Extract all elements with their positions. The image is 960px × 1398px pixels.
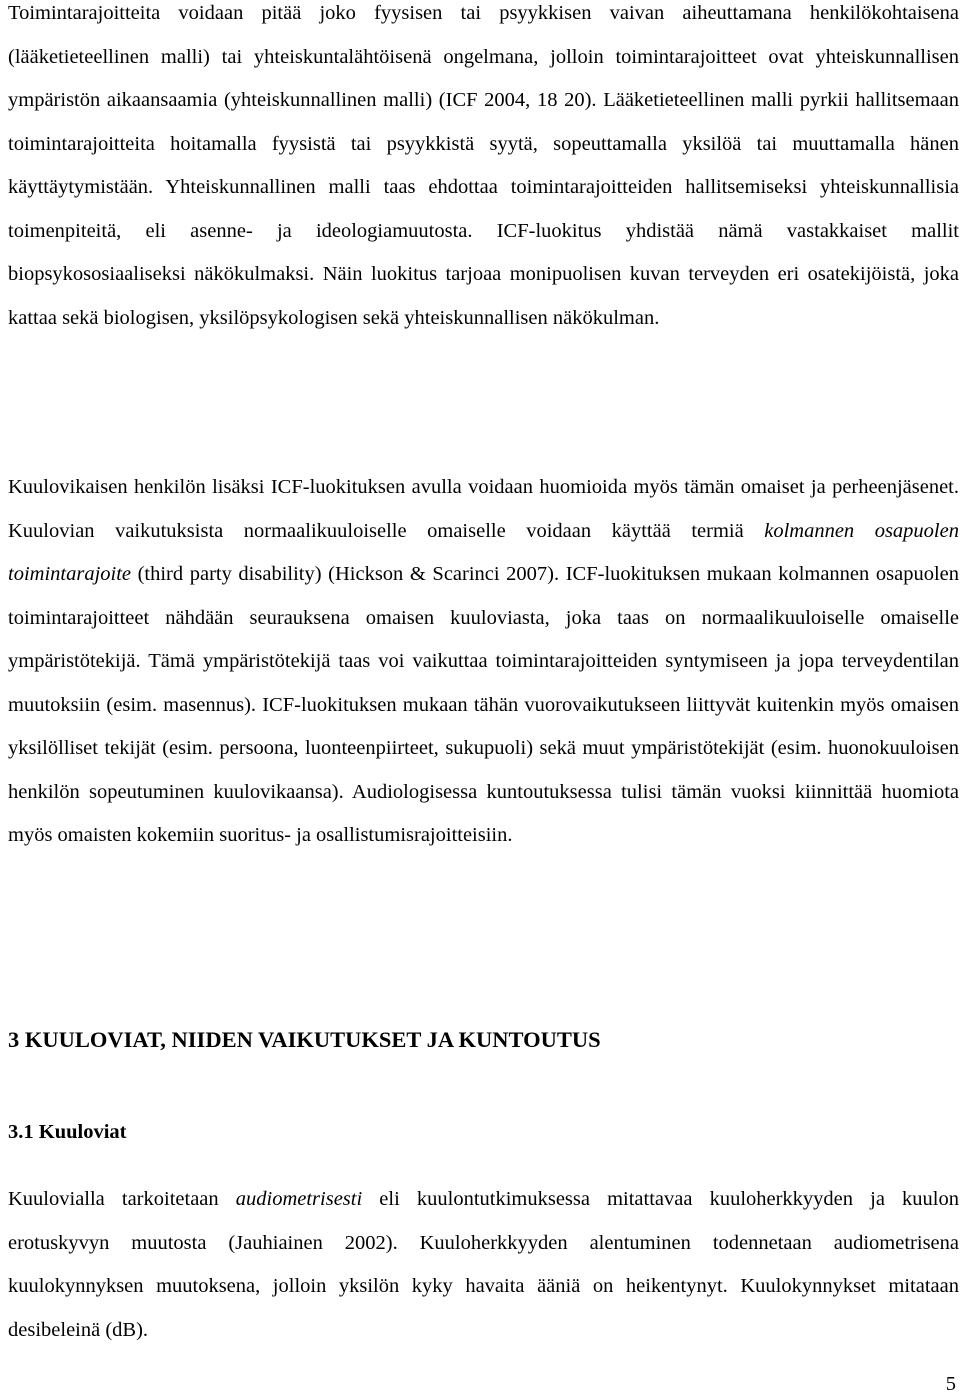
- paragraph-text: Kuulovialla tarkoitetaan: [8, 1188, 236, 1210]
- section-heading: 3.1 Kuuloviat: [8, 1121, 127, 1143]
- body-paragraph-icf-models: Toimintarajoitteita voidaan pitää joko fyysisen tai psyykkisen vaivan aiheuttamana henkilökohtaisena (lääketieteellinen malli) tai yhteiskuntalähtöisenä ongelmana, jolloin toimintarajoitteet ovat yhteiskunnallisen ympäristön aikaansaamia (yhteiskunnallinen malli) (ICF 2004, 18 20). Lääketieteellinen malli pyrkii hallitsemaan toimintarajoitteita hoitamalla fyysistä tai psyykkistä syytä, sopeuttamalla yksilöä tai muuttamalla hänen käyttäytymistään. Yhteiskunnallinen malli taas ehdottaa toimintarajoitteiden hallitsemiseksi yhteiskunnallisia toimenpiteitä, eli asenne- ja ideologiamuutosta. ICF-luokitus yhdistää nämä vastakkaiset mallit biopsykososiaaliseksi näkökulmaksi. Näin luokitus tarjoaa monipuolisen kuvan terveyden eri osatekijöistä, joka kattaa sekä biologisen, yksilöpsykologisen sekä yhteiskunnallisen näkökulman.: [8, 2, 959, 329]
- paragraph-text: Kuulovikaisen henkilön lisäksi ICF-luokituksen avulla voidaan huomioida myös tämän omaiset ja perheenjäsenet. Kuulovian vaikutuksista normaalikuuloiselle omaiselle voidaan käyttää termiä: [8, 476, 959, 542]
- paragraph-text: (third party disability) (Hickson & Scarinci 2007). ICF-luokituksen mukaan kolmannen osapuolen toimintarajoitteet nähdään seurauksena omaisen kuuloviasta, joka taas on normaalikuuloiselle omaiselle ympäristötekijä. Tämä ympäristötekijä taas voi vaikuttaa toimintarajoitteiden syntymiseen ja jopa terveydentilan muutoksiin (esim. masennus). ICF-luokituksen mukaan tähän vuorovaikutukseen liittyvät kuitenkin myös omaisen yksilölliset tekijät (esim. persoona, luonteenpiirteet, sukupuoli) sekä muut ympäristötekijät (esim. huonokuuloisen henkilön sopeutuminen kuulovikaansa). Audiologisessa kuntoutuksessa tulisi tämän vuoksi kiinnittää huomiota myös omaisten kokemiin suoritus- ja osallistumisrajoitteisiin.: [8, 563, 959, 846]
- italic-term: kolmannen osapuolen toimintarajoite: [8, 519, 959, 585]
- body-paragraph-third-party-disability: [8, 466, 959, 858]
- body-paragraph-hearing-loss-definition: [8, 1178, 959, 1352]
- page-number: 5: [945, 1373, 956, 1395]
- chapter-heading: 3 KUULOVIAT, NIIDEN VAIKUTUKSET JA KUNTOUTUS: [8, 1027, 601, 1052]
- italic-term: audiometrisesti: [235, 1188, 363, 1210]
- paragraph-text: eli kuulontutkimuksessa mitattavaa kuuloherkkyyden ja kuulon erotuskyvyn muutosta (Jauhiainen 2002). Kuuloherkkyyden alentuminen todennetaan audiometrisena kuulokynnyksen muutoksena, jolloin yksilön kyky havaita ääniä on heikentynyt. Kuulokynnykset mitataan desibeleinä (dB).: [8, 1188, 959, 1341]
